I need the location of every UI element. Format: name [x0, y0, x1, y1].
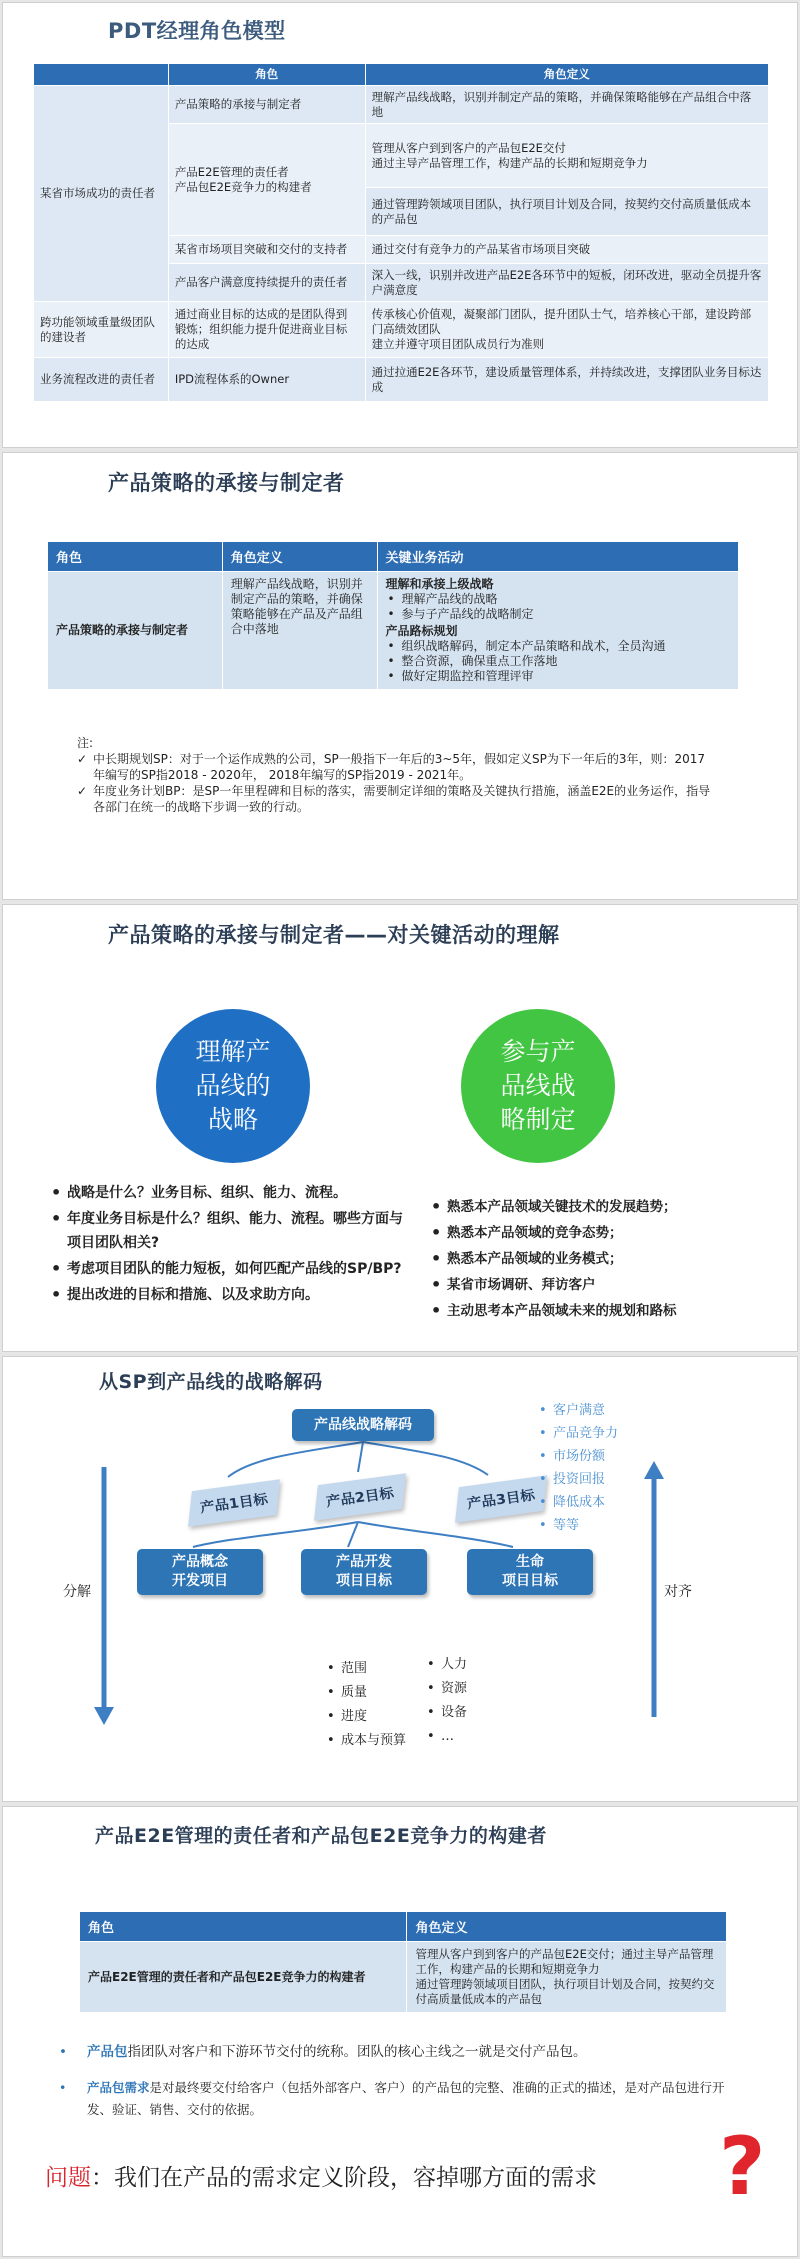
activity-item: • 组织战略解码，制定本产品策略和战术，全员沟通 — [386, 639, 730, 654]
align-label: 对齐 — [664, 1584, 692, 1600]
project-box: 产品概念 开发项目 — [137, 1549, 263, 1595]
strategy-role-table — [47, 541, 739, 690]
activity-heading: 理解和承接上级战略 — [385, 577, 494, 591]
list-item: • 降低成本 — [539, 1491, 618, 1514]
definition-cell: 理解产品线战略，识别并制定产品的策略，并确保策略能够在产品及产品组合中落地 — [222, 572, 377, 690]
slide5-title: 产品E2E管理的责任者和产品包E2E竞争力的构建者 — [95, 1825, 547, 1847]
list-item: • 设备 — [425, 1701, 467, 1725]
right-bullet-list — [427, 1195, 777, 1325]
project-box: 产品开发 项目目标 — [301, 1549, 427, 1595]
project-dimensions-right — [425, 1653, 467, 1749]
role-cell: 通过商业目标的达成的是团队得到锻炼；组织能力提升促进商业目标的达成 — [168, 302, 365, 358]
list-item: • … — [425, 1725, 467, 1749]
list-item: • 客户满意 — [539, 1399, 618, 1422]
product-package-bullet — [59, 2041, 749, 2063]
definition-cell: 通过管理跨领域项目团队，执行项目计划及合同，按契约交付高质量低成本的产品包 — [365, 188, 768, 236]
list-item: • 进度 — [325, 1705, 406, 1729]
header-activities: 关键业务活动 — [377, 542, 738, 572]
note-item — [77, 783, 717, 815]
notes-block — [77, 735, 717, 815]
goal-label: 产品2目标 — [325, 1485, 396, 1511]
question-label: 问题 — [45, 2165, 91, 2191]
activity-item: • 理解产品线的战略 — [386, 592, 730, 607]
slide-key-activities — [2, 904, 798, 1352]
check-icon: ✓ — [77, 784, 88, 798]
circle-understand-strategy: 理解产 品线的 战略 — [156, 1009, 310, 1163]
notes-label: 注: — [77, 736, 94, 750]
project-box: 生命 项目目标 — [467, 1549, 593, 1595]
goal-label: 产品1目标 — [199, 1491, 270, 1517]
header-definition: 角色定义 — [365, 64, 768, 86]
slide-strategy-role — [2, 452, 798, 900]
header-definition: 角色定义 — [407, 1912, 727, 1942]
header-role: 角色 — [80, 1912, 407, 1942]
e2e-role-table — [79, 1911, 727, 2013]
decompose-label: 分解 — [63, 1584, 91, 1600]
definition-cell: 通过交付有竞争力的产品某省市场项目突破 — [365, 236, 768, 264]
group-team-builder: 跨功能领域重量级团队的建设者 — [34, 302, 169, 358]
definition-cell: 传承核心价值观，凝聚部门团队，提升团队士气，培养核心干部，建设跨部门高绩效团队 建立并遵守项目团队成员行为准则 — [365, 302, 768, 358]
question-mark-icon: ? — [719, 2120, 766, 2213]
list-item: • 战略是什么？业务目标、组织、能力、流程。 — [47, 1181, 412, 1205]
list-item: • 产品竞争力 — [539, 1422, 618, 1445]
slide3-title: 产品策略的承接与制定者——对关键活动的理解 — [108, 923, 560, 947]
question-text: ：我们在产品的需求定义阶段，容掉哪方面的需求 — [91, 2165, 597, 2191]
list-item: • 某省市场调研、拜访客户 — [427, 1273, 777, 1297]
term-product-package: 产品包 — [87, 2044, 128, 2060]
list-item: • 资源 — [425, 1677, 467, 1701]
note-text: 中长期规划SP：对于一个运作成熟的公司，SP一般指下一年后的3~5年，假如定义SP为下一年后的3年，则：2017年编写的SP指2018 - 2020年， 2018年编写的SP指2019 - 2021年。 — [93, 752, 706, 782]
header-definition: 角色定义 — [222, 542, 377, 572]
header-role: 角色 — [168, 64, 365, 86]
bullet-text: 指团队对客户和下游环节交付的统称。团队的核心主线之一就是交付产品包。 — [127, 2044, 587, 2060]
list-item: • 等等 — [539, 1514, 618, 1537]
strategy-decoding-box: 产品线战略解码 — [292, 1409, 434, 1441]
note-text: 年度业务计划BP：是SP一年里程碑和目标的落实，需要制定详细的策略及关键执行措施，涵盖E2E的业务运作，指导各部门在统一的战略下步调一致的行动。 — [93, 784, 711, 814]
group-market-success: 某省市场成功的责任者 — [34, 86, 169, 302]
slide2-title: 产品策略的承接与制定者 — [108, 471, 345, 495]
circle-participate-strategy: 参与产 品线战 略制定 — [461, 1009, 615, 1163]
activity-heading: 产品路标规划 — [385, 624, 458, 638]
list-item: • 熟悉本产品领域的业务模式； — [427, 1247, 777, 1271]
requirements-bullet — [59, 2077, 749, 2121]
list-item: • 质量 — [325, 1681, 406, 1705]
list-item: • 提出改进的目标和措施、以及求助方向。 — [47, 1283, 412, 1307]
list-item: • 主动思考本产品领域未来的规划和路标 — [427, 1299, 777, 1323]
activity-item: • 参与子产品线的战略制定 — [386, 607, 730, 622]
definition-cell: 管理从客户到到客户的产品包E2E交付；通过主导产品管理工作，构建产品的长期和短期竞争力 通过管理跨领域项目团队，执行项目计划及合同，按契约交付高质量低成本的产品包 — [407, 1942, 727, 2013]
alignment-list — [539, 1399, 618, 1537]
note-item — [77, 751, 717, 783]
role-cell: 产品E2E管理的责任者和产品包E2E竞争力的构建者 — [80, 1942, 407, 2013]
definition-cell: 通过拉通E2E各环节，建设质量管理体系，并持续改进，支撑团队业务目标达成 — [365, 358, 768, 402]
list-item: • 年度业务目标是什么？组织、能力、流程。哪些方面与项目团队相关? — [47, 1207, 412, 1255]
left-bullet-list — [47, 1181, 412, 1309]
bullet-text: 是对最终要交付给客户（包括外部客户、客户）的产品包的完整、准确的正式的描述，是对产品包进行开发、验证、销售、交付的依据。 — [87, 2080, 725, 2117]
definition-cell: 管理从客户到到客户的产品包E2E交付 通过主导产品管理工作，构建产品的长期和短期竞争力 — [365, 124, 768, 188]
definition-cell: 理解产品线战略，识别并制定产品的策略，并确保策略能够在产品组合中落地 — [365, 86, 768, 124]
activity-item: • 做好定期监控和管理评审 — [386, 669, 730, 684]
slide4-title: 从SP到产品线的战略解码 — [99, 1371, 323, 1393]
role-cell: 某省市场项目突破和交付的支持者 — [168, 236, 365, 264]
slide1-title: PDT经理角色模型 — [108, 19, 286, 43]
role-cell: 产品策略的承接与制定者 — [48, 572, 223, 690]
bullet-dot: • — [59, 2080, 67, 2095]
group-process-improvement: 业务流程改进的责任者 — [34, 358, 169, 402]
list-item: • 市场份额 — [539, 1445, 618, 1468]
list-item: • 范围 — [325, 1657, 406, 1681]
slide-e2e-role — [2, 1806, 798, 2257]
header-role: 角色 — [48, 542, 223, 572]
role-cell: 产品E2E管理的责任者 产品包E2E竞争力的构建者 — [168, 124, 365, 236]
bullet-dot: • — [59, 2044, 67, 2060]
activities-cell — [377, 572, 738, 690]
goal-label: 产品3目标 — [466, 1487, 537, 1513]
list-item: • 熟悉本产品领域的竞争态势； — [427, 1221, 777, 1245]
check-icon: ✓ — [77, 752, 88, 766]
question-line — [45, 2159, 597, 2192]
list-item: • 考虑项目团队的能力短板，如何匹配产品线的SP/BP? — [47, 1257, 412, 1281]
role-model-table — [33, 63, 769, 402]
list-item: • 人力 — [425, 1653, 467, 1677]
role-cell: 产品策略的承接与制定者 — [168, 86, 365, 124]
role-cell: 产品客户满意度持续提升的责任者 — [168, 264, 365, 302]
role-cell: IPD流程体系的Owner — [168, 358, 365, 402]
project-dimensions-left — [325, 1657, 406, 1753]
list-item: • 投资回报 — [539, 1468, 618, 1491]
list-item: • 成本与预算 — [325, 1729, 406, 1753]
definition-cell: 深入一线，识别并改进产品E2E各环节中的短板，闭环改进，驱动全员提升客户满意度 — [365, 264, 768, 302]
list-item: • 熟悉本产品领域关键技术的发展趋势； — [427, 1195, 777, 1219]
activity-item: • 整合资源，确保重点工作落地 — [386, 654, 730, 669]
term-package-requirements: 产品包需求 — [87, 2080, 150, 2095]
slide-pdt-role-model — [2, 2, 798, 448]
header-blank — [34, 64, 169, 86]
slide-strategy-decoding — [2, 1356, 798, 1802]
